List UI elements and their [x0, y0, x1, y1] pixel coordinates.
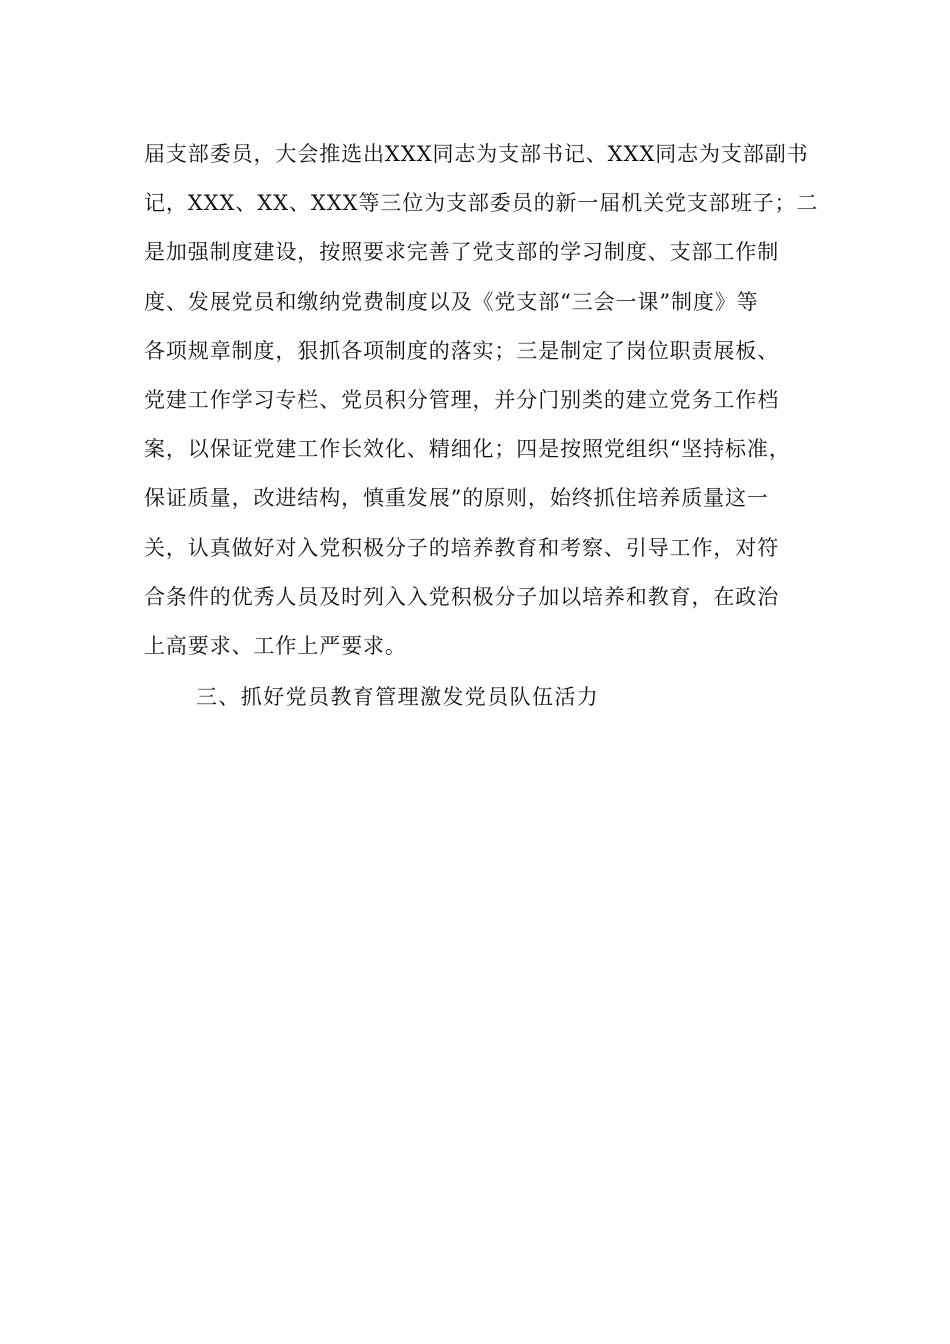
paragraph-line: 上高要求、工作上严要求。: [144, 633, 407, 658]
paragraph-line: 合条件的优秀人员及时列入入党积极分子加以培养和教育，在政治: [144, 584, 780, 609]
paragraph-line: 关，认真做好对入党积极分子的培养教育和考察、引导工作，对符: [144, 535, 780, 560]
paragraph-line: 度、发展党员和缴纳党费制度以及《党支部“三会一课”制度》等: [144, 289, 759, 314]
paragraph-line: 党建工作学习专栏、党员积分管理，并分门别类的建立党务工作档: [144, 387, 780, 412]
body-paragraph: [144, 130, 819, 671]
paragraph-line: 案，以保证党建工作长效化、精细化；四是按照党组织“坚持标准，: [144, 437, 791, 462]
paragraph-line: 是加强制度建设，按照要求完善了党支部的学习制度、支部工作制: [144, 240, 780, 265]
paragraph-line: 保证质量，改进结构，慎重发展”的原则，始终抓住培养质量这一: [144, 486, 769, 511]
paragraph-line: 记，XXX、XX、XXX等三位为支部委员的新一届机关党支部班子；二: [144, 191, 819, 216]
paragraph-line: 届支部委员，大会推选出XXX同志为支部书记、XXX同志为支部副书: [144, 142, 809, 166]
paragraph-line: 各项规章制度，狠抓各项制度的落实；三是制定了岗位职责展板、: [144, 338, 780, 363]
section-heading: 三、抓好党员教育管理激发党员队伍活力: [196, 685, 600, 709]
